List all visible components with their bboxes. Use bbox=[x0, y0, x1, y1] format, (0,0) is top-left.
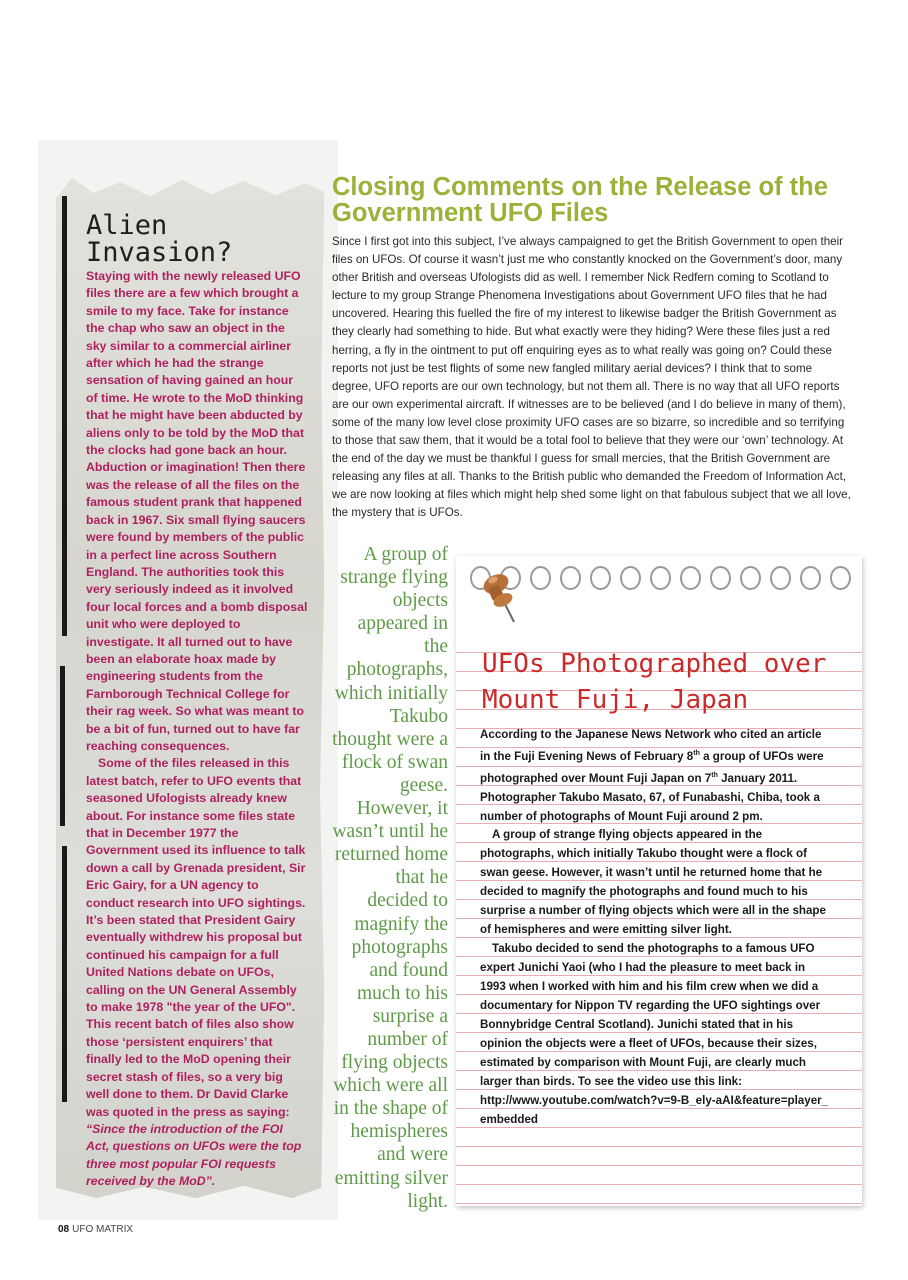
notebook-text: January 2011. Photographer Takubo Masato, 67, of Funabashi, Chiba, took a number of photographs of Mount Fuji around 2 pm. bbox=[480, 771, 820, 823]
article-body: Since I first got into this subject, I’ve always campaigned to get the British Government to open their files on UFOs. Of course it wasn’t just me who constantly knocked on the Government’s door, many other British and overseas Ufologists did as well. I remember Nick Redfern coming to Scotland to lecture to my group Strange Phenomena Investigations about Government UFO files that he had uncovered. Hearing this fuelled the fire of my interest to likewise badger the British Government as they clearly had something to hide. But what exactly were they hiding? Were these files just a red herring, a fly in the ointment to put off enquiring eyes as to what really was going on? Could these reports not just be test flights of some new fangled military aerial devices? I think that to some degree, UFO reports are our own technology, but not them all. There is no way that all UFO reports are our own experimental aircraft. If witnesses are to be believed (and I do believe in many of them), some of the many low level close proximity UFO cases are so bizarre, so incredible and so terrifying to those that saw them, that it would be a total fool to believe that they were our ‘own’ technology. At the end of the day we must be thankful I guess for small mercies, that the British Government are releasing any files at all. Thanks to the British public who demanded the Freedom of Information Act, we are now looking at files which might help shed some light on that fabulous subject that we all love, the mystery that is UFOs. bbox=[332, 235, 851, 520]
sidebar-title-line1: Alien bbox=[86, 210, 168, 241]
ring-icon bbox=[560, 566, 581, 590]
sidebar-paragraph: Staying with the newly released UFO files there are a few which brought a smile to my face. Take for instance the chap who saw an object in the sky similar to a commercial airliner after which he had the strange sensation of having gained an hour of time. He wrote to the MoD thinking that he might have been abducted by aliens only to be told by the MoD that the clocks had gone back an hour. Abduction or imagination! Then there was the release of all the files on the famous student prank that happened back in 1967. Six small flying saucers were found by members of the public in a perfect line across Southern England. The authorities took this very seriously indeed as it involved four local forces and a bomb disposal unit who were deployed to investigate. It all turned out to have been an elaborate hoax made by engineering students from the Farnborough Technical College for their rag week. So what was meant to be a bit of fun, turned out to have far reaching consequences. bbox=[86, 269, 308, 753]
sidebar-paragraph bbox=[86, 755, 308, 1190]
ring-icon bbox=[680, 566, 701, 590]
notebook-text: According to the Japanese News Network who cited an article in the Fuji Evening News of February 8 bbox=[480, 728, 822, 763]
article-heading-line2: Government UFO Files bbox=[332, 199, 609, 227]
ordinal-suffix: th bbox=[711, 771, 718, 779]
notebook-text: a group of UFOs were photographed over Mount Fuji Japan on 7 bbox=[480, 749, 824, 785]
notebook-paragraph: Takubo decided to send the photographs to a famous UFO expert Junichi Yaoi (who I had the pleasure to meet back in 1993 when I worked with him and his film crew when we did a documentary for Nippon TV regarding the UFO sightings over Bonnybridge Central Scotland). Junichi stated that in his opinion the objects were a fleet of UFOs, because their sizes, estimated by comparison with Mount Fuji, are clearly much larger than birds. To see the video use this link: bbox=[480, 942, 821, 1088]
ring-icon bbox=[620, 566, 641, 590]
ring-icon bbox=[650, 566, 671, 590]
video-link[interactable]: http://www.youtube.com/watch?v=9-B_ely-aAI&feature=player_embedded bbox=[480, 1093, 829, 1126]
sidebar-quote: “Since the introduction of the FOI Act, questions on UFOs were the top three most popular FOI requests received by the MoD”. bbox=[86, 1121, 302, 1189]
notebook-title-line2: Mount Fuji, Japan bbox=[482, 685, 749, 715]
sidebar-title-line2: Invasion? bbox=[86, 237, 233, 268]
notebook-paragraph bbox=[480, 726, 834, 826]
sidebar-paragraph-text: Some of the files released in this latest batch, refer to UFO events that seasoned Ufologists already knew about. For instance some files state that in December 1977 the Government used its influence to talk down a call by Grenada president, Sir Eric Gairy, for a UN agency to conduct research into UFO sightings. It’s been stated that President Gairy eventually withdrew his proposal but continued his campaign for a full United Nations debate on UFOs, calling on the UN General Assembly to make 1978 "the year of the UFO". This recent batch of files also show those ‘persistent enquirers’ that finally led to the MoD opening their secret stash of files, so a very big well done to them. Dr David Clarke was quoted in the press as saying: bbox=[86, 756, 306, 1119]
sidebar-title bbox=[86, 212, 316, 266]
sidebar-body bbox=[86, 268, 308, 1191]
article-heading bbox=[332, 174, 872, 226]
ring-icon bbox=[770, 566, 791, 590]
pushpin-icon bbox=[476, 568, 522, 628]
ring-icon bbox=[740, 566, 761, 590]
page-number: 08 bbox=[58, 1224, 70, 1235]
page-footer bbox=[58, 1224, 133, 1235]
pull-quote: A group of strange flying objects appeared in the photographs, which initially Takubo thought were a flock of swan geese. However, it wasn’t until he returned home that he decided to magnify the photographs and found much to his surprise a number of flying objects which were all in the shape of hemispheres and were emitting silver light. bbox=[332, 544, 448, 1212]
notebook-title bbox=[482, 646, 852, 718]
notebook-paragraph: A group of strange flying objects appeared in the photographs, which initially Takubo thought were a flock of swan geese. However, it wasn’t until he returned home that he decided to magnify the photographs and found much to his surprise a number of flying objects which were all in the shape of hemispheres and were emitting silver light. bbox=[480, 828, 826, 937]
article-heading-line1: Closing Comments on the Release of the bbox=[332, 173, 828, 201]
notebook-title-line1: UFOs Photographed over bbox=[482, 649, 827, 679]
magazine-name: UFO MATRIX bbox=[72, 1224, 134, 1235]
sidebar-bracket bbox=[62, 196, 68, 1102]
ring-icon bbox=[800, 566, 821, 590]
ring-icon bbox=[590, 566, 611, 590]
ordinal-suffix: th bbox=[693, 749, 700, 757]
ring-icon bbox=[710, 566, 731, 590]
ring-icon bbox=[530, 566, 551, 590]
notebook-body bbox=[480, 726, 834, 1130]
ring-icon bbox=[830, 566, 851, 590]
